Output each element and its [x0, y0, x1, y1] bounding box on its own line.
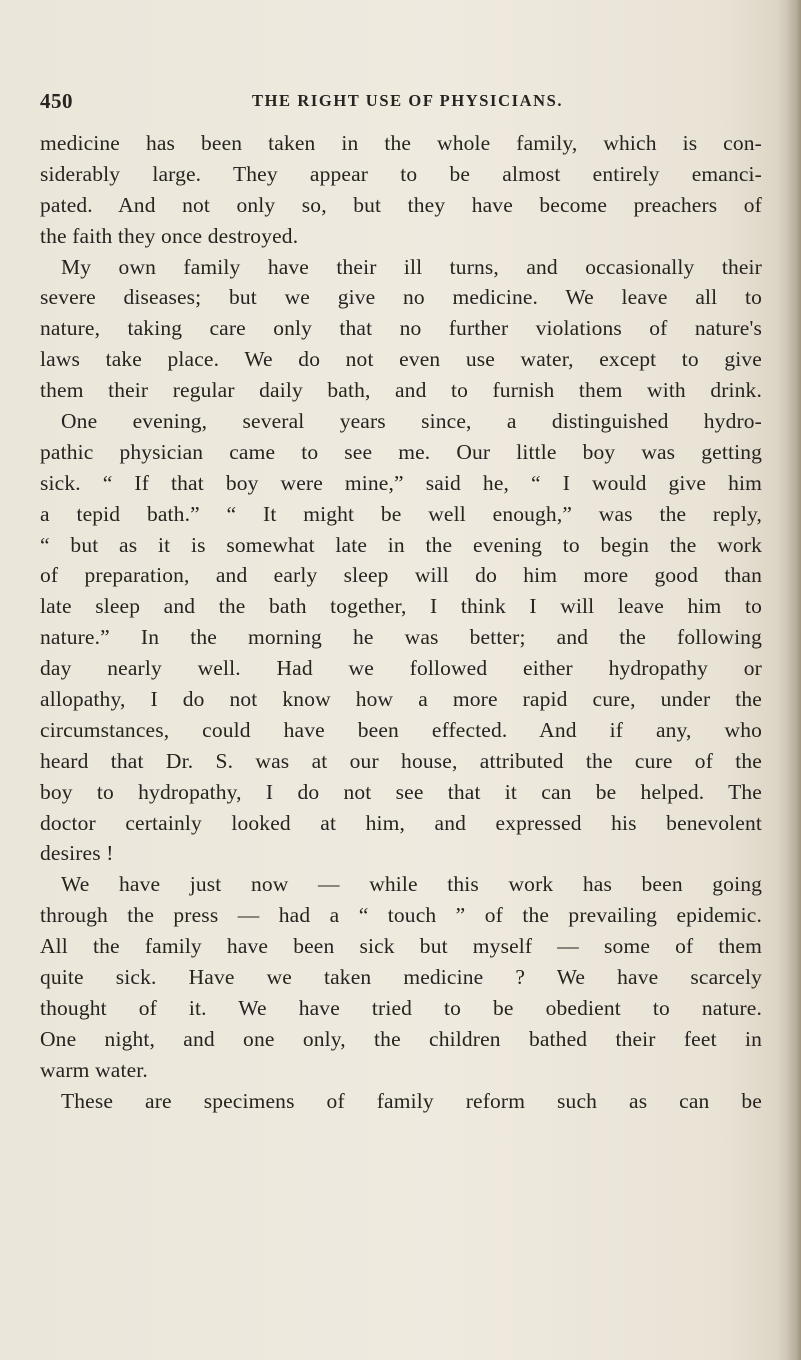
text-line: “ but as it is somewhat late in the evening to begin the work: [40, 532, 762, 557]
text-line: pated. And not only so, but they have become preachers of: [40, 192, 762, 217]
page-header: [40, 89, 760, 117]
text-line: desires !: [40, 841, 114, 866]
text-line: All the family have been sick but myself — some of them: [40, 934, 762, 959]
text-line: quite sick. Have we taken medicine ? We have scarcely: [40, 965, 762, 990]
running-title: THE RIGHT USE OF PHYSICIANS.: [252, 91, 564, 110]
text-line: medicine has been taken in the whole family, which is con-: [40, 131, 762, 155]
text-line: nature, taking care only that no further violations of nature's: [40, 316, 762, 341]
page-edge-shadow: [787, 0, 801, 1360]
text-line: My own family have their ill turns, and occasionally their: [61, 254, 762, 279]
text-line: severe diseases; but we give no medicine. We leave all to: [40, 285, 762, 310]
text-line: thought of it. We have tried to be obedient to nature.: [40, 995, 762, 1020]
text-line: of preparation, and early sleep will do him more good than: [40, 563, 762, 588]
text-line: warm water.: [40, 1057, 148, 1082]
text-line: sick. “ If that boy were mine,” said he, “ I would give him: [40, 470, 762, 495]
text-line: One evening, several years since, a distinguished hydro-: [61, 409, 762, 434]
text-line: them their regular daily bath, and to furnish them with drink.: [40, 378, 762, 403]
text-line: siderably large. They appear to be almost entirely emanci-: [40, 161, 762, 186]
text-line: nature.” In the morning he was better; and the following: [40, 625, 762, 650]
text-line: These are specimens of family reform such as can be: [61, 1088, 762, 1113]
text-line: doctor certainly looked at him, and expressed his benevolent: [40, 810, 762, 835]
page-number: 450: [40, 89, 73, 113]
text-line: allopathy, I do not know how a more rapid cure, under the: [40, 687, 762, 712]
text-line: through the press — had a “ touch ” of the prevailing epidemic.: [40, 903, 762, 928]
text-line: laws take place. We do not even use water, except to give: [40, 347, 762, 372]
text-line: day nearly well. Had we followed either hydropathy or: [40, 656, 762, 681]
text-line: pathic physician came to see me. Our little boy was getting: [40, 439, 762, 464]
body-text: [40, 128, 762, 1117]
text-line: boy to hydropathy, I do not see that it can be helped. The: [40, 779, 762, 804]
text-line: late sleep and the bath together, I think I will leave him to: [40, 594, 762, 619]
text-line: the faith they once destroyed.: [40, 223, 299, 248]
text-line: circumstances, could have been effected. And if any, who: [40, 717, 762, 742]
text-line: One night, and one only, the children bathed their feet in: [40, 1026, 762, 1051]
text-line: heard that Dr. S. was at our house, attributed the cure of the: [40, 748, 762, 773]
text-line: a tepid bath.” “ It might be well enough,” was the reply,: [40, 501, 762, 526]
text-line: We have just now — while this work has been going: [61, 872, 762, 897]
